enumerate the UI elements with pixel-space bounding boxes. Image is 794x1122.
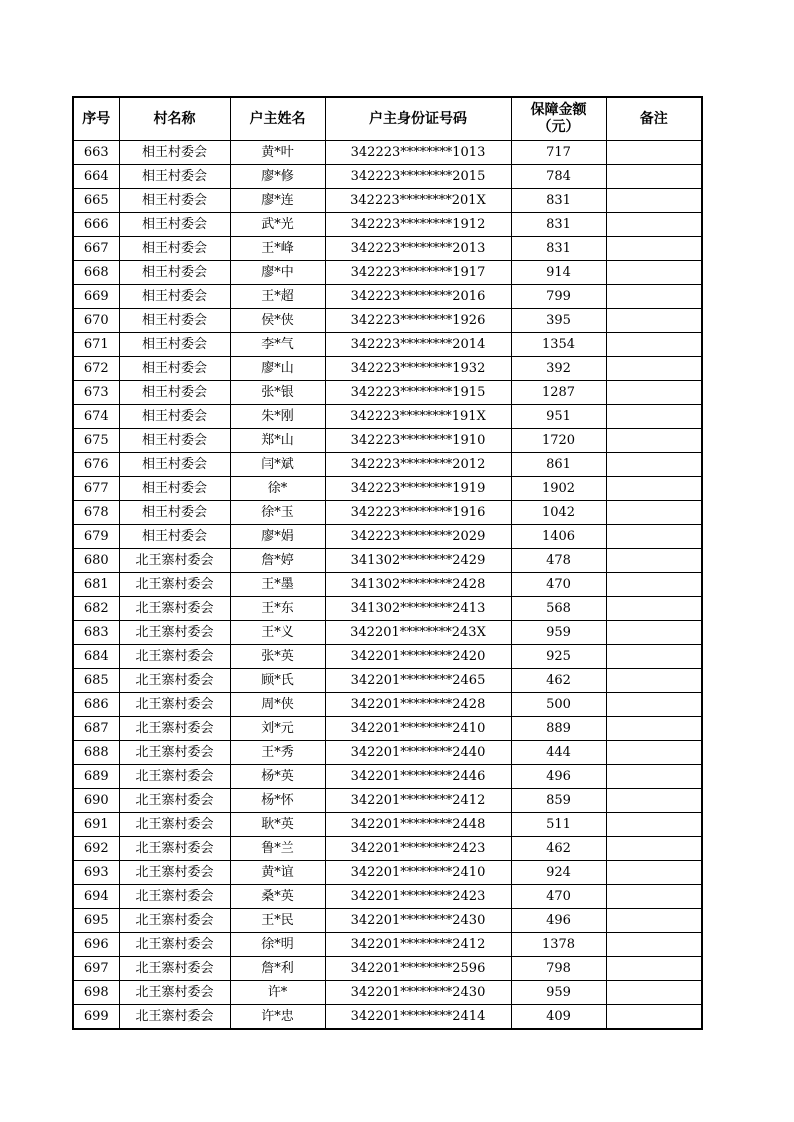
table-row: [73, 237, 702, 261]
table-row: [73, 453, 702, 477]
cell-householder: 徐*: [230, 477, 325, 501]
cell-village: 相王村委会: [119, 141, 230, 165]
table-row: [73, 405, 702, 429]
cell-seq: 689: [73, 765, 119, 789]
cell-householder: 王*义: [230, 621, 325, 645]
header-seq: 序号: [73, 97, 119, 141]
cell-householder: 詹*利: [230, 957, 325, 981]
table-header-row: [73, 97, 702, 141]
cell-seq: 692: [73, 837, 119, 861]
cell-seq: 678: [73, 501, 119, 525]
cell-village: 北王寨村委会: [119, 741, 230, 765]
cell-householder: 王*墨: [230, 573, 325, 597]
cell-householder: 王*超: [230, 285, 325, 309]
table-row: [73, 525, 702, 549]
cell-village: 北王寨村委会: [119, 885, 230, 909]
cell-householder: 杨*怀: [230, 789, 325, 813]
cell-householder: 廖*山: [230, 357, 325, 381]
cell-id-number: 342201********2440: [325, 741, 511, 765]
cell-amount: 462: [511, 837, 606, 861]
cell-amount: 511: [511, 813, 606, 837]
cell-amount: 470: [511, 573, 606, 597]
cell-id-number: 342223********1932: [325, 357, 511, 381]
cell-village: 相王村委会: [119, 525, 230, 549]
cell-householder: 桑*英: [230, 885, 325, 909]
cell-remark: [606, 285, 702, 309]
cell-id-number: 341302********2413: [325, 597, 511, 621]
cell-id-number: 342201********2410: [325, 861, 511, 885]
cell-id-number: 342201********2414: [325, 1005, 511, 1030]
cell-village: 相王村委会: [119, 357, 230, 381]
cell-remark: [606, 189, 702, 213]
table-row: [73, 429, 702, 453]
cell-id-number: 342223********201X: [325, 189, 511, 213]
cell-amount: 1354: [511, 333, 606, 357]
cell-remark: [606, 981, 702, 1005]
table-row: [73, 357, 702, 381]
cell-amount: 395: [511, 309, 606, 333]
cell-remark: [606, 429, 702, 453]
cell-id-number: 342201********243X: [325, 621, 511, 645]
cell-amount: 717: [511, 141, 606, 165]
table-row: [73, 645, 702, 669]
table-row: [73, 597, 702, 621]
cell-remark: [606, 165, 702, 189]
cell-id-number: 342201********2465: [325, 669, 511, 693]
cell-id-number: 342201********2446: [325, 765, 511, 789]
header-amount-line1: 保障金额: [530, 102, 587, 118]
cell-amount: 959: [511, 621, 606, 645]
cell-village: 北王寨村委会: [119, 861, 230, 885]
table-row: [73, 1005, 702, 1030]
cell-householder: 徐*明: [230, 933, 325, 957]
cell-seq: 677: [73, 477, 119, 501]
cell-remark: [606, 717, 702, 741]
cell-village: 相王村委会: [119, 213, 230, 237]
cell-amount: 462: [511, 669, 606, 693]
cell-remark: [606, 933, 702, 957]
cell-householder: 王*东: [230, 597, 325, 621]
cell-amount: 568: [511, 597, 606, 621]
cell-amount: 859: [511, 789, 606, 813]
cell-seq: 691: [73, 813, 119, 837]
cell-seq: 669: [73, 285, 119, 309]
cell-village: 北王寨村委会: [119, 765, 230, 789]
cell-amount: 784: [511, 165, 606, 189]
cell-seq: 685: [73, 669, 119, 693]
cell-seq: 674: [73, 405, 119, 429]
cell-amount: 470: [511, 885, 606, 909]
cell-village: 北王寨村委会: [119, 933, 230, 957]
cell-id-number: 342201********2428: [325, 693, 511, 717]
cell-remark: [606, 237, 702, 261]
cell-householder: 周*侠: [230, 693, 325, 717]
cell-village: 北王寨村委会: [119, 597, 230, 621]
cell-village: 北王寨村委会: [119, 957, 230, 981]
cell-householder: 侯*侠: [230, 309, 325, 333]
cell-householder: 黄*谊: [230, 861, 325, 885]
cell-id-number: 342223********2015: [325, 165, 511, 189]
cell-remark: [606, 837, 702, 861]
table-row: [73, 501, 702, 525]
cell-amount: 831: [511, 189, 606, 213]
cell-id-number: 342223********191X: [325, 405, 511, 429]
cell-village: 北王寨村委会: [119, 621, 230, 645]
cell-village: 相王村委会: [119, 477, 230, 501]
table-row: [73, 333, 702, 357]
cell-amount: 889: [511, 717, 606, 741]
cell-seq: 665: [73, 189, 119, 213]
cell-remark: [606, 861, 702, 885]
cell-village: 北王寨村委会: [119, 789, 230, 813]
cell-seq: 668: [73, 261, 119, 285]
cell-id-number: 341302********2428: [325, 573, 511, 597]
cell-seq: 667: [73, 237, 119, 261]
cell-amount: 831: [511, 237, 606, 261]
table-row: [73, 141, 702, 165]
cell-householder: 顾*氏: [230, 669, 325, 693]
cell-householder: 杨*英: [230, 765, 325, 789]
table-row: [73, 837, 702, 861]
cell-village: 北王寨村委会: [119, 669, 230, 693]
cell-village: 相王村委会: [119, 237, 230, 261]
cell-amount: 1902: [511, 477, 606, 501]
cell-village: 相王村委会: [119, 261, 230, 285]
cell-remark: [606, 525, 702, 549]
cell-id-number: 342201********2423: [325, 837, 511, 861]
cell-id-number: 342223********2016: [325, 285, 511, 309]
cell-remark: [606, 213, 702, 237]
cell-village: 相王村委会: [119, 453, 230, 477]
cell-seq: 697: [73, 957, 119, 981]
cell-remark: [606, 573, 702, 597]
cell-id-number: 342201********2448: [325, 813, 511, 837]
cell-seq: 696: [73, 933, 119, 957]
cell-seq: 694: [73, 885, 119, 909]
subsidy-roster-table: [72, 96, 703, 1030]
cell-village: 相王村委会: [119, 285, 230, 309]
cell-village: 北王寨村委会: [119, 717, 230, 741]
cell-remark: [606, 693, 702, 717]
table-row: [73, 957, 702, 981]
table-row: [73, 813, 702, 837]
cell-village: 北王寨村委会: [119, 645, 230, 669]
cell-id-number: 342223********1916: [325, 501, 511, 525]
cell-village: 相王村委会: [119, 165, 230, 189]
table-row: [73, 213, 702, 237]
cell-id-number: 342223********2029: [325, 525, 511, 549]
cell-amount: 799: [511, 285, 606, 309]
cell-remark: [606, 381, 702, 405]
cell-remark: [606, 813, 702, 837]
cell-village: 北王寨村委会: [119, 813, 230, 837]
cell-id-number: 342201********2596: [325, 957, 511, 981]
cell-amount: 914: [511, 261, 606, 285]
cell-amount: 1378: [511, 933, 606, 957]
cell-village: 相王村委会: [119, 333, 230, 357]
cell-seq: 673: [73, 381, 119, 405]
cell-village: 北王寨村委会: [119, 981, 230, 1005]
cell-seq: 680: [73, 549, 119, 573]
cell-village: 相王村委会: [119, 309, 230, 333]
cell-seq: 682: [73, 597, 119, 621]
cell-village: 相王村委会: [119, 381, 230, 405]
cell-amount: 1287: [511, 381, 606, 405]
cell-remark: [606, 909, 702, 933]
cell-remark: [606, 477, 702, 501]
cell-remark: [606, 765, 702, 789]
cell-seq: 679: [73, 525, 119, 549]
cell-seq: 672: [73, 357, 119, 381]
cell-village: 北王寨村委会: [119, 1005, 230, 1030]
cell-householder: 廖*连: [230, 189, 325, 213]
cell-householder: 闫*斌: [230, 453, 325, 477]
cell-id-number: 342201********2430: [325, 909, 511, 933]
cell-amount: 478: [511, 549, 606, 573]
cell-seq: 698: [73, 981, 119, 1005]
cell-householder: 许*: [230, 981, 325, 1005]
table-row: [73, 933, 702, 957]
cell-village: 北王寨村委会: [119, 693, 230, 717]
cell-householder: 王*峰: [230, 237, 325, 261]
cell-amount: 831: [511, 213, 606, 237]
cell-amount: 925: [511, 645, 606, 669]
cell-remark: [606, 141, 702, 165]
cell-seq: 664: [73, 165, 119, 189]
table-row: [73, 261, 702, 285]
cell-amount: 496: [511, 765, 606, 789]
cell-householder: 郑*山: [230, 429, 325, 453]
cell-village: 相王村委会: [119, 429, 230, 453]
cell-remark: [606, 501, 702, 525]
table-row: [73, 669, 702, 693]
header-village: 村名称: [119, 97, 230, 141]
cell-id-number: 342201********2423: [325, 885, 511, 909]
cell-remark: [606, 621, 702, 645]
cell-householder: 王*秀: [230, 741, 325, 765]
cell-id-number: 342223********1919: [325, 477, 511, 501]
cell-amount: 861: [511, 453, 606, 477]
cell-amount: 392: [511, 357, 606, 381]
cell-remark: [606, 1005, 702, 1030]
table-row: [73, 573, 702, 597]
cell-seq: 684: [73, 645, 119, 669]
cell-seq: 688: [73, 741, 119, 765]
cell-seq: 683: [73, 621, 119, 645]
cell-id-number: 342223********1917: [325, 261, 511, 285]
header-householder: 户主姓名: [230, 97, 325, 141]
cell-seq: 687: [73, 717, 119, 741]
cell-id-number: 342223********1926: [325, 309, 511, 333]
cell-remark: [606, 645, 702, 669]
table-row: [73, 789, 702, 813]
header-amount-line2: （元）: [537, 119, 580, 135]
cell-seq: 666: [73, 213, 119, 237]
cell-amount: 798: [511, 957, 606, 981]
cell-id-number: 342201********2412: [325, 789, 511, 813]
cell-village: 北王寨村委会: [119, 909, 230, 933]
cell-householder: 朱*刚: [230, 405, 325, 429]
cell-householder: 黄*叶: [230, 141, 325, 165]
table-row: [73, 909, 702, 933]
cell-village: 相王村委会: [119, 405, 230, 429]
cell-remark: [606, 789, 702, 813]
cell-householder: 王*民: [230, 909, 325, 933]
table-row: [73, 765, 702, 789]
cell-amount: 444: [511, 741, 606, 765]
cell-seq: 671: [73, 333, 119, 357]
cell-id-number: 342223********1912: [325, 213, 511, 237]
cell-id-number: 342223********2012: [325, 453, 511, 477]
table-row: [73, 477, 702, 501]
cell-amount: 500: [511, 693, 606, 717]
cell-seq: 686: [73, 693, 119, 717]
cell-seq: 690: [73, 789, 119, 813]
header-amount: [511, 97, 606, 141]
cell-seq: 681: [73, 573, 119, 597]
cell-id-number: 342223********2013: [325, 237, 511, 261]
cell-remark: [606, 597, 702, 621]
table-row: [73, 717, 702, 741]
cell-amount: 409: [511, 1005, 606, 1030]
cell-remark: [606, 357, 702, 381]
table-row: [73, 621, 702, 645]
cell-village: 北王寨村委会: [119, 549, 230, 573]
cell-village: 北王寨村委会: [119, 837, 230, 861]
cell-householder: 张*英: [230, 645, 325, 669]
table-row: [73, 285, 702, 309]
cell-remark: [606, 885, 702, 909]
table-row: [73, 861, 702, 885]
table-row: [73, 741, 702, 765]
cell-householder: 刘*元: [230, 717, 325, 741]
cell-remark: [606, 309, 702, 333]
cell-seq: 699: [73, 1005, 119, 1030]
cell-remark: [606, 453, 702, 477]
table-row: [73, 549, 702, 573]
table-row: [73, 381, 702, 405]
cell-id-number: 342223********1013: [325, 141, 511, 165]
cell-id-number: 342201********2410: [325, 717, 511, 741]
table-row: [73, 309, 702, 333]
cell-householder: 廖*修: [230, 165, 325, 189]
table-row: [73, 885, 702, 909]
cell-householder: 张*银: [230, 381, 325, 405]
cell-village: 北王寨村委会: [119, 573, 230, 597]
cell-seq: 693: [73, 861, 119, 885]
table-row: [73, 189, 702, 213]
table-body: [73, 141, 702, 1030]
cell-id-number: 342201********2412: [325, 933, 511, 957]
cell-householder: 詹*婷: [230, 549, 325, 573]
cell-amount: 1406: [511, 525, 606, 549]
cell-remark: [606, 333, 702, 357]
cell-householder: 许*忠: [230, 1005, 325, 1030]
cell-householder: 廖*中: [230, 261, 325, 285]
table-row: [73, 981, 702, 1005]
cell-remark: [606, 741, 702, 765]
table-row: [73, 693, 702, 717]
cell-remark: [606, 549, 702, 573]
cell-seq: 675: [73, 429, 119, 453]
cell-amount: 1042: [511, 501, 606, 525]
cell-seq: 676: [73, 453, 119, 477]
cell-amount: 1720: [511, 429, 606, 453]
header-remarks: 备注: [606, 97, 702, 141]
cell-id-number: 341302********2429: [325, 549, 511, 573]
cell-id-number: 342201********2420: [325, 645, 511, 669]
cell-householder: 李*气: [230, 333, 325, 357]
cell-village: 相王村委会: [119, 189, 230, 213]
cell-village: 相王村委会: [119, 501, 230, 525]
cell-id-number: 342223********1910: [325, 429, 511, 453]
cell-remark: [606, 669, 702, 693]
table-row: [73, 165, 702, 189]
cell-remark: [606, 957, 702, 981]
cell-seq: 663: [73, 141, 119, 165]
cell-id-number: 342223********1915: [325, 381, 511, 405]
cell-householder: 耿*英: [230, 813, 325, 837]
cell-householder: 鲁*兰: [230, 837, 325, 861]
cell-id-number: 342201********2430: [325, 981, 511, 1005]
header-id-number: 户主身份证号码: [325, 97, 511, 141]
cell-householder: 徐*玉: [230, 501, 325, 525]
cell-seq: 670: [73, 309, 119, 333]
cell-amount: 951: [511, 405, 606, 429]
cell-householder: 武*光: [230, 213, 325, 237]
cell-amount: 924: [511, 861, 606, 885]
cell-householder: 廖*娟: [230, 525, 325, 549]
cell-remark: [606, 261, 702, 285]
cell-seq: 695: [73, 909, 119, 933]
cell-remark: [606, 405, 702, 429]
cell-id-number: 342223********2014: [325, 333, 511, 357]
cell-amount: 496: [511, 909, 606, 933]
cell-amount: 959: [511, 981, 606, 1005]
